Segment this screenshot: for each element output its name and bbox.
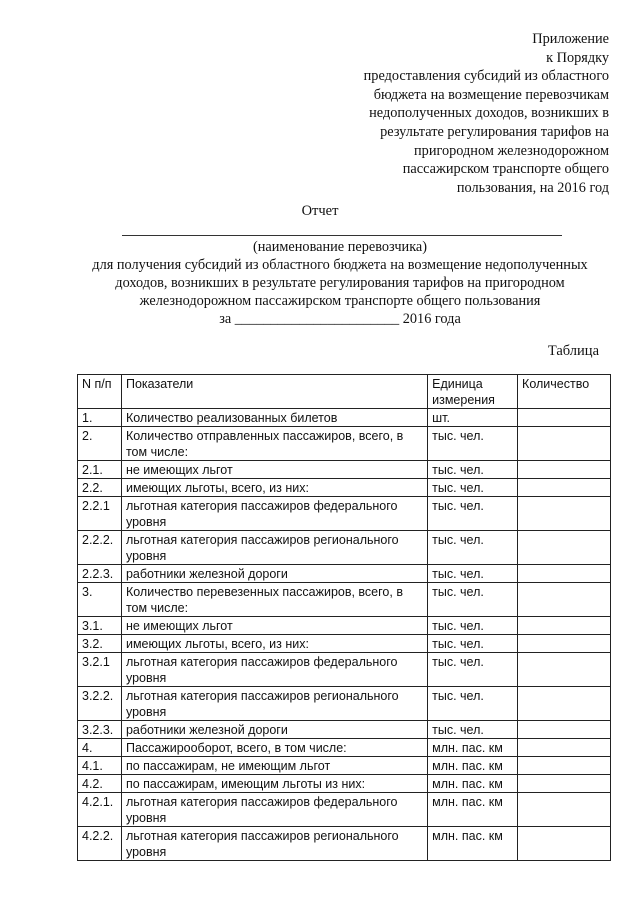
row-number: 3.2.2. [78,687,122,721]
row-quantity[interactable] [518,531,611,565]
row-number: 1. [78,409,122,427]
table-row [78,687,611,721]
row-quantity[interactable] [518,635,611,653]
row-number: 3.2.1 [78,653,122,687]
row-number: 3. [78,583,122,617]
row-unit: тыс. чел. [428,497,518,531]
row-indicator: не имеющих льгот [121,617,427,635]
row-indicator: имеющих льготы, всего, из них: [121,635,427,653]
row-unit: тыс. чел. [428,565,518,583]
row-number: 2.2.1 [78,497,122,531]
appendix-header [279,30,609,197]
row-unit: тыс. чел. [428,653,518,687]
appendix-line: предоставления субсидий из областного [363,68,609,85]
row-unit: тыс. чел. [428,427,518,461]
row-unit: млн. пас. км [428,757,518,775]
row-quantity[interactable] [518,617,611,635]
row-quantity[interactable] [518,721,611,739]
table-row [78,721,611,739]
row-unit: тыс. чел. [428,461,518,479]
row-unit: тыс. чел. [428,635,518,653]
appendix-line: к Порядку [546,49,609,66]
appendix-line: недополученных доходов, возникших в [369,105,609,122]
row-number: 4. [78,739,122,757]
row-indicator: льготная категория пассажиров регионального уровня [121,531,427,565]
report-title: Отчет [301,203,339,219]
carrier-name-caption: (наименование перевозчика) [252,239,428,255]
appendix-line: пользования, на 2016 год [456,179,609,196]
row-unit: тыс. чел. [428,583,518,617]
row-number: 2.1. [78,461,122,479]
row-quantity[interactable] [518,565,611,583]
row-indicator: по пассажирам, не имеющим льгот [121,757,427,775]
row-indicator: не имеющих льгот [121,461,427,479]
appendix-line: результате регулирования тарифов на [380,123,609,140]
table-row [78,635,611,653]
row-quantity[interactable] [518,461,611,479]
table-row [78,739,611,757]
row-indicator: имеющих льготы, всего, из них: [121,479,427,497]
row-quantity[interactable] [518,775,611,793]
period-line: за _______________________ 2016 года [219,311,461,327]
row-indicator: Количество перевезенных пассажиров, всего, в том числе: [121,583,427,617]
row-quantity[interactable] [518,427,611,461]
header-unit: Единица измерения [428,375,518,409]
table-row [78,427,611,461]
appendix-line: Приложение [532,31,609,47]
table-row [78,531,611,565]
row-number: 2.2.3. [78,565,122,583]
row-indicator: по пассажирам, имеющим льготы из них: [121,775,427,793]
table-row [78,793,611,827]
header-indicator: Показатели [121,375,427,409]
row-indicator: Количество отправленных пассажиров, всего, в том числе: [121,427,427,461]
row-number: 4.1. [78,757,122,775]
table-row [78,497,611,531]
row-unit: тыс. чел. [428,721,518,739]
appendix-line: пассажирском транспорте общего [402,161,609,178]
row-indicator: льготная категория пассажиров регионального уровня [121,827,427,861]
row-number: 4.2.1. [78,793,122,827]
table-row [78,775,611,793]
row-indicator: льготная категория пассажиров регионального уровня [121,687,427,721]
table-row [78,583,611,617]
table-row [78,757,611,775]
intro-line: доходов, возникших в результате регулирования тарифов на пригородном [115,275,565,291]
row-indicator: Количество реализованных билетов [121,409,427,427]
row-quantity[interactable] [518,793,611,827]
row-unit: млн. пас. км [428,793,518,827]
row-unit: тыс. чел. [428,687,518,721]
row-quantity[interactable] [518,497,611,531]
table-row [78,565,611,583]
row-unit: млн. пас. км [428,775,518,793]
report-table [77,374,611,861]
row-unit: тыс. чел. [428,531,518,565]
row-number: 3.2.3. [78,721,122,739]
intro-line: железнодорожном пассажирском транспорте общего пользования [139,293,541,309]
row-quantity[interactable] [518,757,611,775]
row-quantity[interactable] [518,583,611,617]
row-quantity[interactable] [518,687,611,721]
intro-line: для получения субсидий из областного бюджета на возмещение недополученных [92,257,588,273]
row-number: 2.2.2. [78,531,122,565]
row-indicator: льготная категория пассажиров федерального уровня [121,793,427,827]
row-unit: тыс. чел. [428,479,518,497]
row-indicator: льготная категория пассажиров федерального уровня [121,653,427,687]
table-row [78,617,611,635]
row-number: 4.2. [78,775,122,793]
row-indicator: работники железной дороги [121,565,427,583]
appendix-line: пригородном железнодорожном [414,142,609,159]
table-header-row [78,375,611,409]
row-indicator: работники железной дороги [121,721,427,739]
appendix-line: бюджета на возмещение перевозчикам [373,86,609,103]
table-caption: Таблица [547,343,599,359]
table-row [78,409,611,427]
row-number: 2. [78,427,122,461]
row-unit: шт. [428,409,518,427]
carrier-name-blank-line [122,235,562,236]
table-row [78,461,611,479]
table-body [78,409,611,861]
row-indicator: льготная категория пассажиров федерального уровня [121,497,427,531]
header-number: N п/п [78,375,122,409]
row-quantity[interactable] [518,653,611,687]
row-indicator: Пассажирооборот, всего, в том числе: [121,739,427,757]
row-unit: млн. пас. км [428,827,518,861]
row-unit: тыс. чел. [428,617,518,635]
table-row [78,653,611,687]
row-quantity[interactable] [518,479,611,497]
row-unit: млн. пас. км [428,739,518,757]
row-quantity[interactable] [518,409,611,427]
table-row [78,479,611,497]
row-number: 4.2.2. [78,827,122,861]
row-quantity[interactable] [518,827,611,861]
row-number: 3.1. [78,617,122,635]
table-row [78,827,611,861]
header-quantity: Количество [518,375,611,409]
row-number: 3.2. [78,635,122,653]
row-quantity[interactable] [518,739,611,757]
report-intro [70,238,610,328]
row-number: 2.2. [78,479,122,497]
